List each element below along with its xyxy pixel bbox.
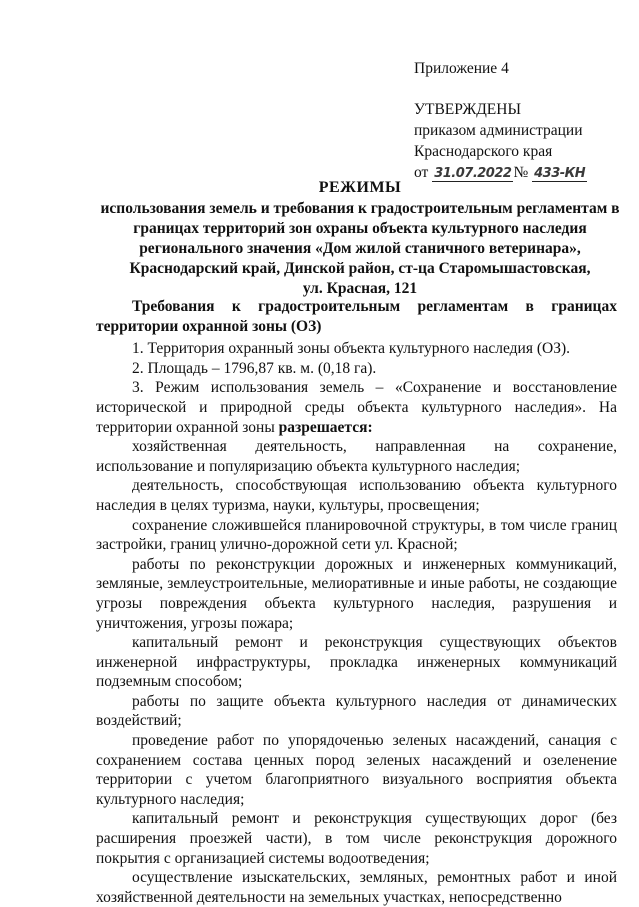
title-heading: РЕЖИМЫ [318, 179, 402, 196]
list-item: капитальный ремонт и реконструкция существующих объектов инженерной инфраструктуры, прокладка инженерных коммуникаций подземным способом; [96, 634, 617, 691]
paragraph-3 [96, 378, 617, 437]
title-line-4: Краснодарский край, Динской район, ст-ца Старомышастовская, [129, 260, 591, 277]
list-item: работы по реконструкции дорожных и инженерных коммуникаций, земляные, землеустроительные, мелиоративные и иные работы, не создающие угрозы повреждения объекта культурного наследия, разрушения и уничтожения, угрозы пожара; [96, 555, 617, 632]
document-title [100, 178, 620, 299]
title-line-2: границах территорий зон охраны объекта культурного наследия [133, 220, 587, 237]
section-heading: Требования к градостроительным регламентам в границах территории охранной зоны (ОЗ) [96, 298, 617, 335]
title-line-1: использования земель и требования к градостроительным регламентам в [100, 200, 620, 217]
list-item: сохранение сложившейся планировочной структуры, в том числе границ застройки, границ улично-дорожной сети ул. Красной; [96, 516, 617, 554]
document-body [96, 297, 617, 907]
paragraph-3-text: 3. Режим использования земель – «Сохранение и восстановление исторической и природной среды объекта культурного наследия». На территории охранной зоны [96, 379, 617, 436]
list-item: осуществление изыскательских, земляных, ремонтных работ и иной хозяйственной деятельности на земельных участках, непосредственно [96, 869, 617, 906]
approval-line-2: Краснодарского края [414, 143, 553, 160]
list-item: капитальный ремонт и реконструкция существующих дорог (без расширения проезжей части), в том числе реконструкция дорожного покрытия с организацией системы водоотведения; [96, 810, 617, 867]
approval-line-1: приказом администрации [414, 122, 583, 139]
paragraph-2: 2. Площадь – 1796,87 кв. м. (0,18 га). [132, 359, 377, 377]
title-line-3: регионального значения «Дом жилой станичного ветеринара», [139, 240, 581, 257]
approved-label: УТВЕРЖДЕНЫ [414, 101, 521, 118]
list-item: хозяйственная деятельность, направленная на сохранение, использование и популяризацию объекта культурного наследия; [96, 438, 617, 475]
paragraph-1: 1. Территория охранный зоны объекта культурного наследия (ОЗ). [132, 340, 571, 358]
number-sign: № [513, 164, 529, 181]
from-label: от [414, 164, 429, 181]
handwritten-number: 433-КН [534, 166, 586, 181]
paragraph-3-bold: разрешается: [278, 418, 373, 436]
appendix-label: Приложение 4 [414, 60, 509, 77]
list-item: проведение работ по упорядоченью зеленых насаждений, санация с сохранением состава ценных пород зеленых насаждений и озеленение территории с учетом благоприятного визуального восприятия объекта культурного наследия; [96, 732, 617, 808]
title-line-5: ул. Красная, 121 [302, 280, 418, 297]
handwritten-date: 31.07.2022 [434, 166, 512, 181]
list-item: деятельность, способствующая использованию объекта культурного наследия в целях туризма, науки, культуры, просвещения; [96, 477, 617, 514]
approval-block [414, 58, 587, 184]
list-item: работы по защите объекта культурного наследия от динамических воздействий; [96, 692, 617, 730]
